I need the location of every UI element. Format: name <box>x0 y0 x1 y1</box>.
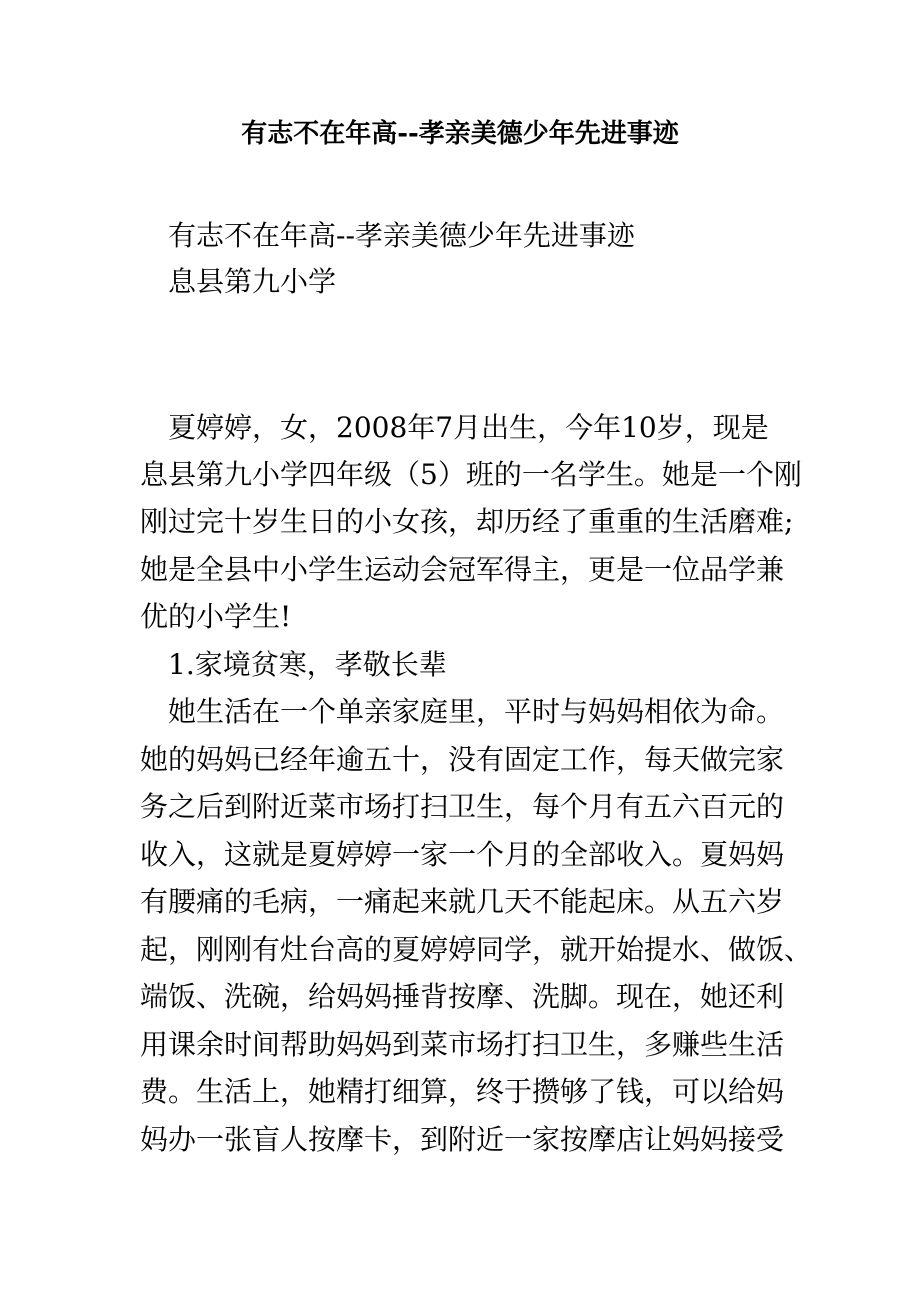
body-line: 她是全县中小学生运动会冠军得主，更是一位品学兼 <box>140 553 785 586</box>
body-line: 有腰痛的毛病，一痛起来就几天不能起床。从五六岁 <box>140 885 785 918</box>
school-name: 息县第九小学 <box>168 265 337 298</box>
subtitle-line: 有志不在年高--孝亲美德少年先进事迹 <box>168 219 635 252</box>
body-line: 她的妈妈已经年逾五十，没有固定工作，每天做完家 <box>140 743 785 776</box>
section-heading: 1.家境贫寒，孝敬长辈 <box>168 648 447 681</box>
body-line: 收入，这就是夏婷婷一家一个月的全部收入。夏妈妈 <box>140 838 785 871</box>
body-line: 夏婷婷，女，2008年7月出生，今年10岁，现是 <box>168 411 769 444</box>
body-line: 用课余时间帮助妈妈到菜市场打扫卫生，多赚些生活 <box>140 1028 785 1061</box>
body-line: 起，刚刚有灶台高的夏婷婷同学，就开始提水、做饭、 <box>140 933 813 966</box>
body-line: 端饭、洗碗，给妈妈捶背按摩、洗脚。现在，她还利 <box>140 980 785 1013</box>
body-line: 务之后到附近菜市场打扫卫生，每个月有五六百元的 <box>140 790 785 823</box>
body-line: 妈办一张盲人按摩卡，到附近一家按摩店让妈妈接受 <box>140 1123 785 1156</box>
body-line: 费。生活上，她精打细算，终于攒够了钱，可以给妈 <box>140 1075 785 1108</box>
document-title: 有志不在年高--孝亲美德少年先进事迹 <box>241 119 679 149</box>
body-line: 优的小学生! <box>140 600 292 633</box>
body-line: 刚过完十岁生日的小女孩，却历经了重重的生活磨难; <box>140 505 794 538</box>
body-line: 息县第九小学四年级（5）班的一名学生。她是一个刚 <box>140 458 802 491</box>
body-line: 她生活在一个单亲家庭里，平时与妈妈相依为命。 <box>168 695 785 728</box>
